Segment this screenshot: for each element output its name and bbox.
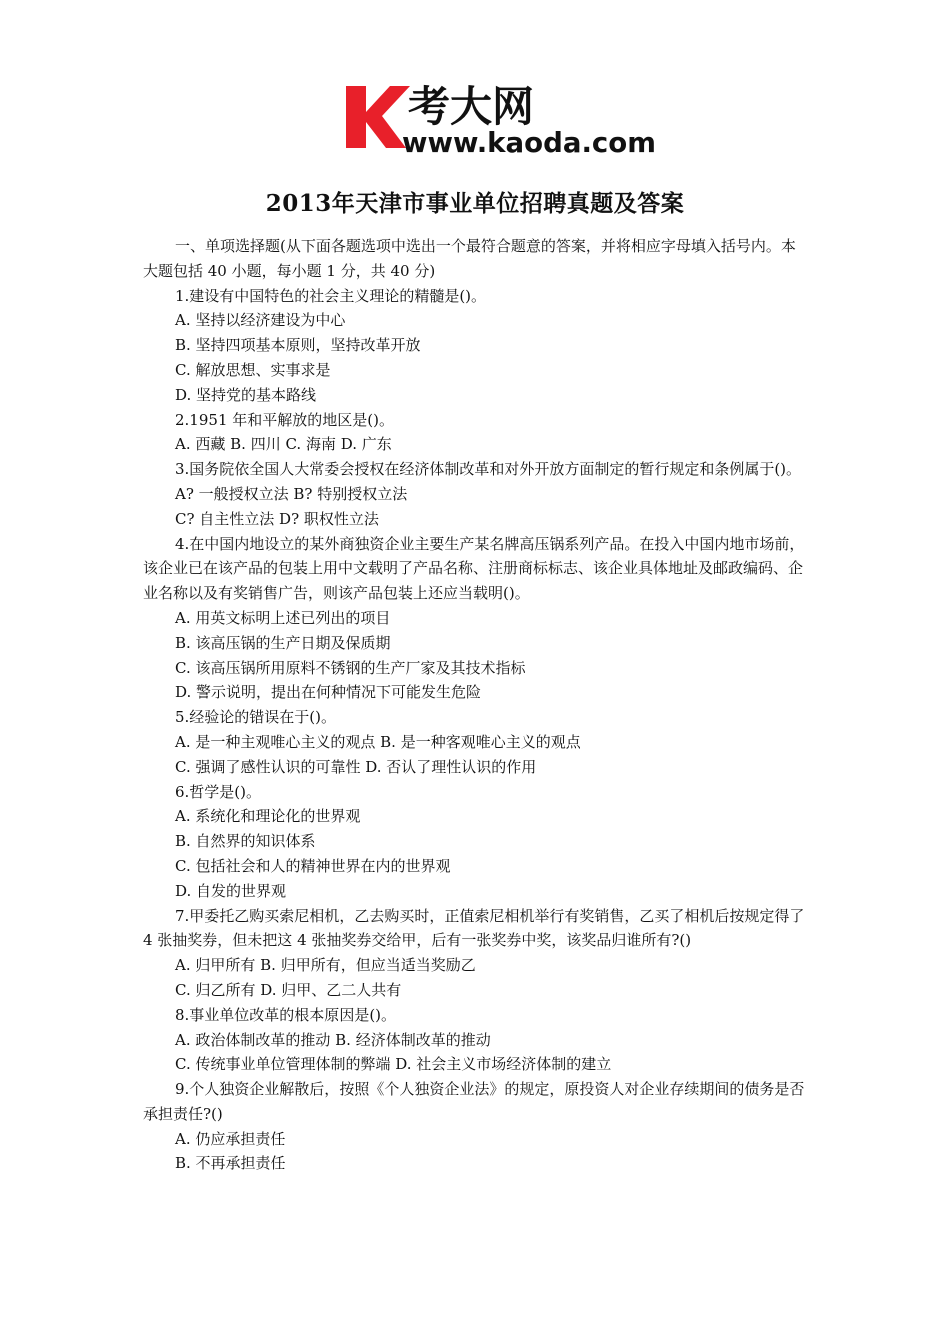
option-line: C? 自主性立法 D? 职权性立法: [175, 509, 379, 528]
option-line: A. 仍应承担责任: [175, 1129, 286, 1148]
section-intro: 一、单项选择题(从下面各题选项中选出一个最符合题意的答案，并将相应字母填入括号内。本大题包括 40 小题，每小题 1 分，共 40 分): [143, 237, 796, 280]
option-line: A. 政治体制改革的推动 B. 经济体制改革的推动: [175, 1030, 491, 1049]
logo-k-mark: [346, 86, 410, 148]
option-line: A? 一般授权立法 B? 特别授权立法: [175, 484, 408, 503]
kaoda-logo: [340, 78, 660, 160]
option-line: A. 系统化和理论化的世界观: [175, 807, 361, 826]
logo-url-text: www.kaoda.com: [402, 126, 656, 159]
page-title: 2013年天津市事业单位招聘真题及答案: [265, 190, 685, 217]
question-6: 6.哲学是()。: [175, 782, 262, 801]
option-line: A. 是一种主观唯心主义的观点 B. 是一种客观唯心主义的观点: [175, 732, 581, 751]
option-line: A. 西藏 B. 四川 C. 海南 D. 广东: [175, 435, 392, 454]
question-2: 2.1951 年和平解放的地区是()。: [175, 410, 394, 429]
option-line: B. 坚持四项基本原则，坚持改革开放: [175, 336, 421, 355]
option-line: D. 自发的世界观: [175, 881, 287, 900]
option-line: A. 用英文标明上述已列出的项目: [175, 608, 391, 627]
question-7: 7.甲委托乙购买索尼相机，乙去购买时，正值索尼相机举行有奖销售，乙买了相机后按规定得了 4 张抽奖券，但未把这 4 张抽奖券交给甲，后有一张奖券中奖，该奖品归谁所有?(): [143, 906, 805, 950]
option-line: C. 传统事业单位管理体制的弊端 D. 社会主义市场经济体制的建立: [175, 1055, 612, 1074]
question-3: 3.国务院依全国人大常委会授权在经济体制改革和对外开放方面制定的暂行规定和条例属于()。: [175, 460, 802, 479]
kaoda-logo-graphic: [340, 78, 660, 160]
option-line: B. 自然界的知识体系: [175, 832, 316, 851]
option-line: A. 坚持以经济建设为中心: [175, 311, 346, 330]
option-line: C. 强调了感性认识的可靠性 D. 否认了理性认识的作用: [175, 757, 537, 776]
option-line: C. 解放思想、实事求是: [175, 360, 331, 379]
document-body: [143, 234, 809, 1176]
question-5: 5.经验论的错误在于()。: [175, 708, 337, 727]
option-line: C. 包括社会和人的精神世界在内的世界观: [175, 856, 451, 875]
option-line: C. 归乙所有 D. 归甲、乙二人共有: [175, 980, 402, 999]
question-8: 8.事业单位改革的根本原因是()。: [175, 1005, 397, 1024]
option-line: D. 警示说明，提出在何种情况下可能发生危险: [175, 683, 482, 702]
option-line: A. 归甲所有 B. 归甲所有，但应当适当奖励乙: [175, 956, 476, 975]
option-line: D. 坚持党的基本路线: [175, 385, 317, 404]
question-4: 4.在中国内地设立的某外商独资企业主要生产某名牌高压锅系列产品。在投入中国内地市场前，该企业已在该产品的包装上用中文载明了产品名称、注册商标标志、该企业具体地址及邮政编码、企业名称以及有奖销售广告，则该产品包装上还应当载明()。: [143, 534, 805, 603]
option-line: C. 该高压锅所用原料不锈钢的生产厂家及其技术指标: [175, 658, 526, 677]
logo-name-text: 考大网: [408, 82, 535, 131]
option-line: B. 不再承担责任: [175, 1154, 286, 1173]
question-9: 9.个人独资企业解散后，按照《个人独资企业法》的规定，原投资人对企业存续期间的债务是否承担责任?(): [143, 1080, 805, 1123]
option-line: B. 该高压锅的生产日期及保质期: [175, 633, 391, 652]
question-1: 1.建设有中国特色的社会主义理论的精髓是()。: [175, 286, 487, 305]
